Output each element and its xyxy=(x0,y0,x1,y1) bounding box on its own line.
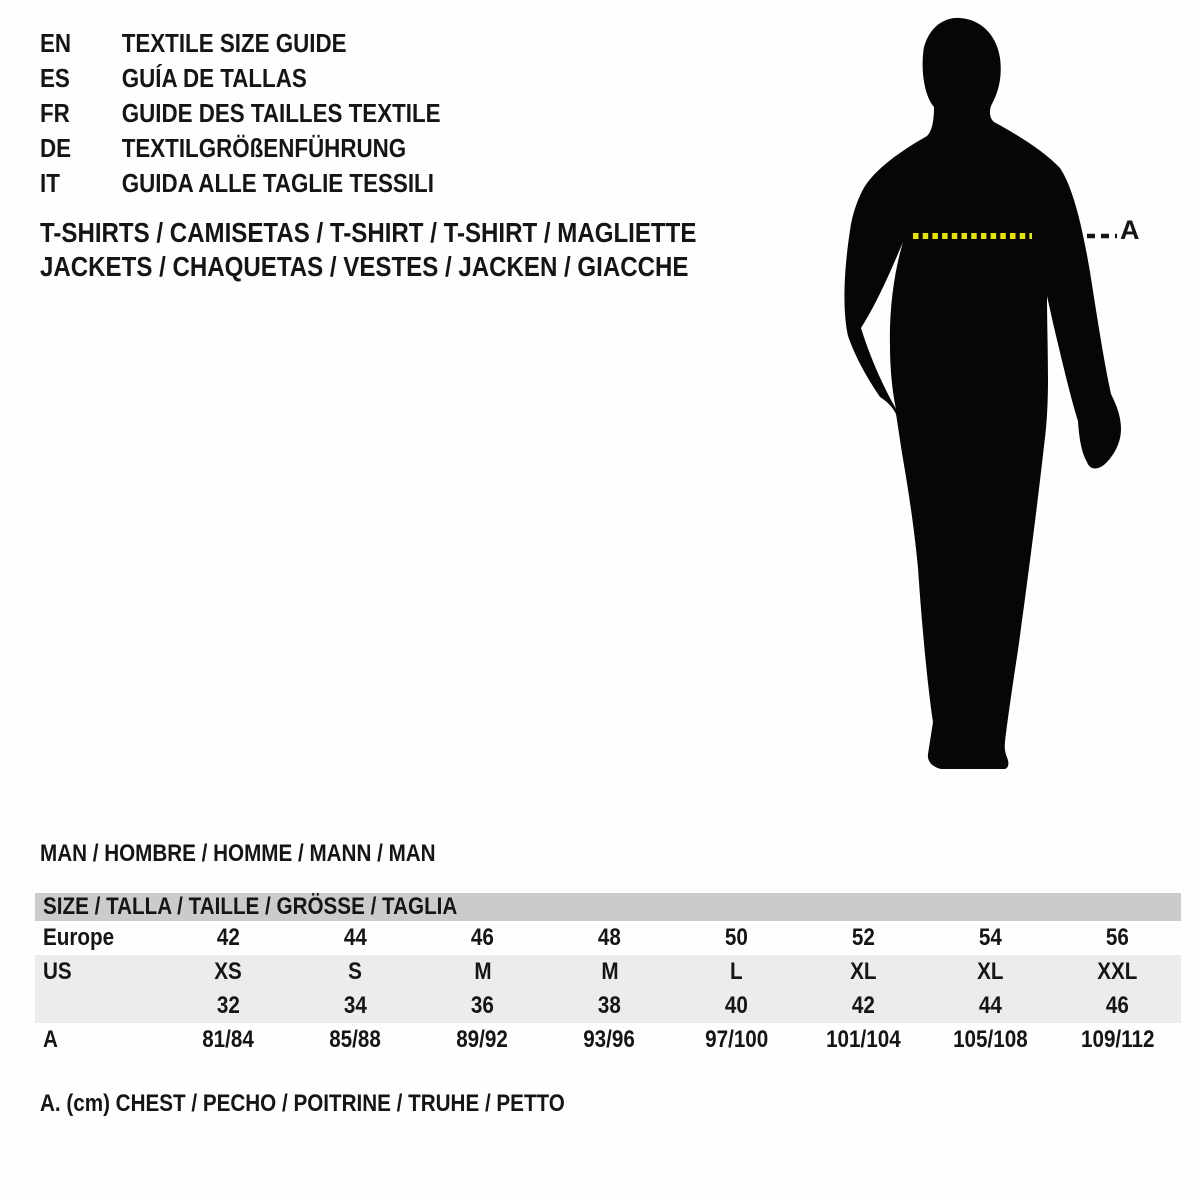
table-row-label xyxy=(35,1023,165,1057)
table-cell xyxy=(927,1023,1054,1057)
table-cell xyxy=(673,1023,800,1057)
cell-value: XXL xyxy=(1097,958,1138,985)
language-row xyxy=(40,96,441,131)
measurement-footnote-text: A. (cm) CHEST / PECHO / POITRINE / TRUHE / PETTO xyxy=(40,1090,565,1117)
cell-value: S xyxy=(348,958,363,985)
language-label: GUIDE DES TAILLES TEXTILE xyxy=(121,98,441,128)
man-silhouette-path xyxy=(844,18,1121,769)
language-code: EN xyxy=(40,28,72,58)
measurement-footnote xyxy=(40,1089,650,1119)
measure-label-a: A xyxy=(1120,215,1140,245)
cell-value: 48 xyxy=(598,924,621,951)
man-silhouette-graphic xyxy=(820,10,1140,790)
table-cell xyxy=(292,989,419,1023)
table-cell xyxy=(419,989,546,1023)
table-cell xyxy=(165,921,292,955)
language-row xyxy=(40,131,441,166)
cell-value: 105/108 xyxy=(953,1026,1028,1053)
table-cell xyxy=(546,921,673,955)
table-cell xyxy=(165,955,292,989)
gender-heading xyxy=(40,840,500,868)
cell-value: 85/88 xyxy=(329,1026,382,1053)
table-cell xyxy=(673,921,800,955)
cell-value: 54 xyxy=(979,924,1002,951)
size-table-header xyxy=(35,893,1181,921)
table-row-label xyxy=(35,989,165,1023)
table-cell xyxy=(800,1023,927,1057)
cell-value: 32 xyxy=(217,992,240,1019)
cell-value: 93/96 xyxy=(583,1026,636,1053)
table-cell xyxy=(1054,955,1181,989)
cell-value: 40 xyxy=(725,992,748,1019)
cell-value: XL xyxy=(850,958,877,985)
language-code: FR xyxy=(40,98,70,128)
cell-value: 52 xyxy=(852,924,875,951)
language-code: ES xyxy=(40,63,70,93)
table-cell xyxy=(673,989,800,1023)
cell-value: 42 xyxy=(217,924,240,951)
table-cell xyxy=(673,955,800,989)
table-cell xyxy=(800,921,927,955)
table-cell xyxy=(1054,1023,1181,1057)
table-cell xyxy=(1054,921,1181,955)
cell-value: 109/112 xyxy=(1080,1026,1155,1053)
cell-value: 50 xyxy=(725,924,748,951)
size-table-header-text: SIZE / TALLA / TAILLE / GRÖSSE / TAGLIA xyxy=(43,893,458,920)
cell-value: 46 xyxy=(471,924,494,951)
table-cell xyxy=(165,989,292,1023)
cell-value: 38 xyxy=(598,992,621,1019)
cell-value: 44 xyxy=(344,924,367,951)
language-label: GUÍA DE TALLAS xyxy=(121,63,307,93)
table-cell xyxy=(927,989,1054,1023)
language-code: DE xyxy=(40,133,72,163)
language-row xyxy=(40,166,441,201)
cell-value: M xyxy=(600,958,619,985)
language-label: TEXTILGRÖßENFÜHRUNG xyxy=(121,133,407,163)
table-cell xyxy=(546,1023,673,1057)
cell-value: 46 xyxy=(1106,992,1129,1019)
table-row-label xyxy=(35,921,165,955)
cell-value: XS xyxy=(214,958,243,985)
table-cell xyxy=(800,955,927,989)
row-label-text: US xyxy=(43,958,72,985)
gender-heading-text: MAN / HOMBRE / HOMME / MANN / MAN xyxy=(40,840,436,867)
row-label-text: Europe xyxy=(43,924,115,951)
table-cell xyxy=(546,989,673,1023)
table-cell xyxy=(800,989,927,1023)
cell-value: 56 xyxy=(1106,924,1129,951)
table-cell xyxy=(292,1023,419,1057)
cell-value: L xyxy=(730,958,743,985)
cell-value: 42 xyxy=(852,992,875,1019)
category-line-jackets: JACKETS / CHAQUETAS / VESTES / JACKEN / GIACCHE xyxy=(40,251,689,282)
cell-value: 34 xyxy=(344,992,367,1019)
table-cell xyxy=(292,921,419,955)
table-row-chest-a xyxy=(35,1023,1181,1057)
cell-value: M xyxy=(473,958,492,985)
figure-area xyxy=(820,10,1140,790)
table-cell xyxy=(1054,989,1181,1023)
cell-value: 97/100 xyxy=(704,1026,769,1053)
table-cell xyxy=(419,1023,546,1057)
table-cell xyxy=(546,955,673,989)
table-row-us xyxy=(35,955,1181,989)
category-titles xyxy=(40,216,803,284)
table-cell xyxy=(292,955,419,989)
language-label: TEXTILE SIZE GUIDE xyxy=(121,28,347,58)
cell-value: XL xyxy=(977,958,1004,985)
table-row-europe xyxy=(35,921,1181,955)
table-cell xyxy=(165,1023,292,1057)
table-row-label xyxy=(35,955,165,989)
language-code: IT xyxy=(40,168,60,198)
table-cell xyxy=(419,955,546,989)
size-table xyxy=(35,893,1181,1057)
table-cell xyxy=(927,955,1054,989)
cell-value: 101/104 xyxy=(826,1026,901,1053)
table-row-us-numeric xyxy=(35,989,1181,1023)
language-label: GUIDA ALLE TAGLIE TESSILI xyxy=(121,168,434,198)
cell-value: 44 xyxy=(979,992,1002,1019)
category-line-tshirts: T-SHIRTS / CAMISETAS / T-SHIRT / T-SHIRT / MAGLIETTE xyxy=(40,217,697,248)
language-row xyxy=(40,61,441,96)
cell-value: 36 xyxy=(471,992,494,1019)
language-row xyxy=(40,26,441,61)
language-list xyxy=(40,26,506,201)
row-label-text: A xyxy=(43,1026,58,1053)
cell-value: 89/92 xyxy=(456,1026,509,1053)
table-cell xyxy=(419,921,546,955)
cell-value: 81/84 xyxy=(202,1026,255,1053)
table-cell xyxy=(927,921,1054,955)
